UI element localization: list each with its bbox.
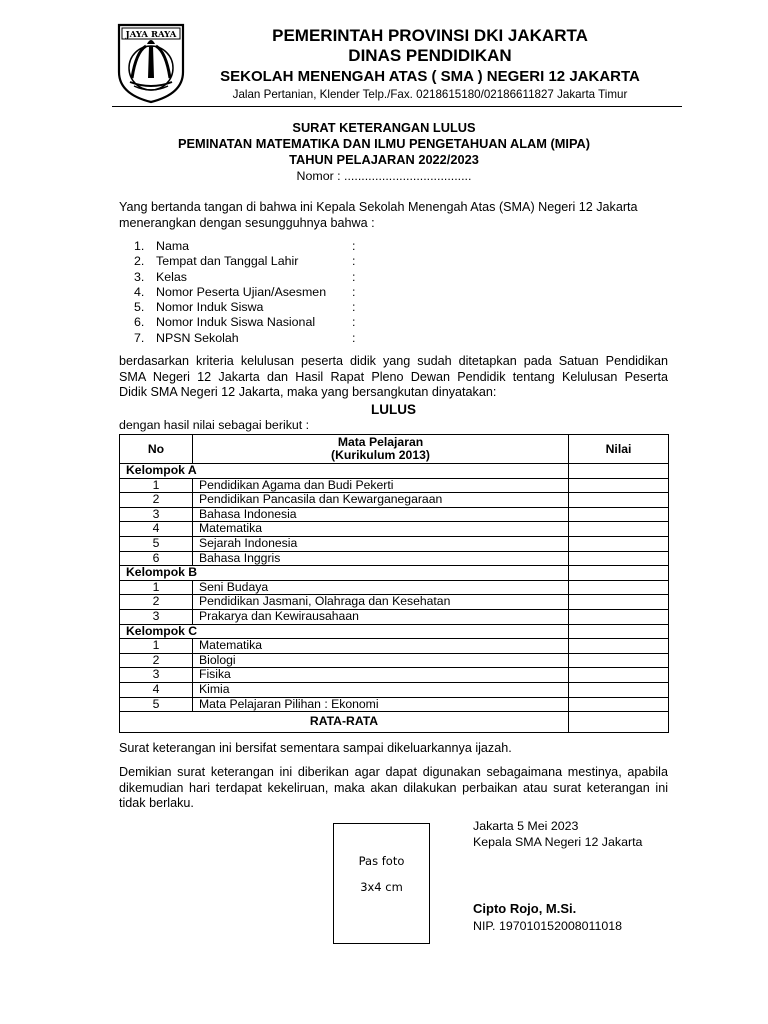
photo-label: Pas foto xyxy=(358,854,405,868)
field-number: 1. xyxy=(134,239,145,253)
field-row xyxy=(134,315,355,330)
field-row xyxy=(134,254,355,269)
intro-paragraph xyxy=(119,200,668,231)
field-separator: : xyxy=(352,284,356,299)
header-subject-line-2: (Kurikulum 2013) xyxy=(331,448,430,462)
signature-place-date: Jakarta 5 Mei 2023 xyxy=(473,819,579,833)
score-cell xyxy=(569,493,669,508)
field-number: 4. xyxy=(134,284,145,299)
table-row xyxy=(120,609,669,624)
score-cell xyxy=(569,478,669,493)
table-row xyxy=(120,697,669,712)
field-row xyxy=(134,331,355,346)
field-row xyxy=(134,270,355,285)
school-header: SEKOLAH MENENGAH ATAS ( SMA ) NEGERI 12 JAKARTA xyxy=(220,68,640,85)
score-cell xyxy=(569,653,669,668)
closing-line-3: tidak berlaku. xyxy=(119,796,194,811)
score-cell xyxy=(569,566,669,581)
document-number: Nomor : ..................................... xyxy=(296,169,472,183)
field-separator: : xyxy=(352,330,356,345)
closing-line-1: Demikian surat keterangan ini diberikan agar dapat digunakan sebagaimana mestinya, apabila xyxy=(119,765,668,779)
average-score-cell xyxy=(569,712,669,733)
table-row xyxy=(120,536,669,551)
subject-no: 1 xyxy=(120,639,193,654)
header-subject-line-1: Mata Pelajaran xyxy=(337,435,424,449)
score-cell xyxy=(569,464,669,479)
header-no: No xyxy=(120,435,193,464)
field-separator: : xyxy=(352,300,356,315)
field-number: 3. xyxy=(134,269,145,284)
field-number: 6. xyxy=(134,315,145,330)
subject-name: Bahasa Inggris xyxy=(193,551,569,566)
subject-no: 3 xyxy=(120,507,193,522)
field-number: 5. xyxy=(134,300,145,315)
group-spacer xyxy=(193,624,569,639)
subject-no: 3 xyxy=(120,609,193,624)
average-row xyxy=(120,712,669,733)
score-cell xyxy=(569,536,669,551)
score-cell xyxy=(569,624,669,639)
signatory-name: Cipto Rojo, M.Si. xyxy=(473,901,577,916)
basis-paragraph xyxy=(119,354,668,401)
table-row xyxy=(120,493,669,508)
field-label: Nomor Peserta Ujian/Asesmen xyxy=(156,284,327,299)
table-row xyxy=(120,580,669,595)
result-status: LULUS xyxy=(371,402,416,417)
basis-line-1: berdasarkan kriteria kelulusan peserta didik yang sudah ditetapkan pada Satuan Pendidikan xyxy=(119,354,668,368)
score-cell xyxy=(569,697,669,712)
score-cell xyxy=(569,507,669,522)
subject-no: 4 xyxy=(120,682,193,697)
table-row xyxy=(120,595,669,610)
group-row xyxy=(120,464,669,479)
field-number: 2. xyxy=(134,254,145,269)
school-address: Jalan Pertanian, Klender Telp./Fax. 0218615180/02186611827 Jakarta Timur xyxy=(232,88,628,101)
field-separator: : xyxy=(352,254,356,269)
subject-no: 2 xyxy=(120,653,193,668)
table-row xyxy=(120,551,669,566)
subject-no: 6 xyxy=(120,551,193,566)
table-row xyxy=(120,478,669,493)
group-name: Kelompok B xyxy=(120,566,193,581)
table-intro: dengan hasil nilai sebagai berikut : xyxy=(119,418,310,432)
table-row xyxy=(120,639,669,654)
header-divider xyxy=(112,106,682,107)
header-score: Nilai xyxy=(569,435,669,464)
field-row xyxy=(134,285,355,300)
document-subtitle: PEMINATAN MATEMATIKA DAN ILMU PENGETAHUAN ALAM (MIPA) xyxy=(177,136,591,151)
signature-position: Kepala SMA Negeri 12 Jakarta xyxy=(473,835,643,849)
group-row xyxy=(120,624,669,639)
subject-no: 5 xyxy=(120,536,193,551)
field-separator: : xyxy=(352,239,356,253)
field-row xyxy=(134,239,355,254)
table-row xyxy=(120,522,669,537)
score-cell xyxy=(569,639,669,654)
subject-name: Mata Pelajaran Pilihan : Ekonomi xyxy=(193,697,569,712)
subject-no: 1 xyxy=(120,478,193,493)
subject-name: Sejarah Indonesia xyxy=(193,536,569,551)
subject-no: 3 xyxy=(120,668,193,683)
document-title: SURAT KETERANGAN LULUS xyxy=(292,120,476,135)
academic-year: TAHUN PELAJARAN 2022/2023 xyxy=(289,152,479,167)
score-cell xyxy=(569,609,669,624)
score-cell xyxy=(569,551,669,566)
group-row xyxy=(120,566,669,581)
table-row xyxy=(120,653,669,668)
table-row xyxy=(120,507,669,522)
average-label: RATA-RATA xyxy=(120,712,569,733)
group-name: Kelompok A xyxy=(120,464,193,479)
score-cell xyxy=(569,580,669,595)
subject-no: 5 xyxy=(120,697,193,712)
closing-paragraph xyxy=(119,765,668,812)
field-separator: : xyxy=(352,315,356,330)
subject-name: Matematika xyxy=(193,522,569,537)
group-spacer xyxy=(193,464,569,479)
subject-name: Prakarya dan Kewirausahaan xyxy=(193,609,569,624)
subject-name: Kimia xyxy=(193,682,569,697)
basis-line-2: SMA Negeri 12 Jakarta dan Hasil Rapat Pleno Dewan Pendidik tentang Kelulusan Peserta xyxy=(119,369,668,384)
table-header-row xyxy=(120,435,669,464)
basis-line-3: Didik SMA Negeri 12 Jakarta, maka yang bersangkutan dinyatakan: xyxy=(119,385,497,400)
field-row xyxy=(134,300,355,315)
subject-no: 2 xyxy=(120,493,193,508)
subject-no: 1 xyxy=(120,580,193,595)
grades-table xyxy=(119,434,669,733)
header-subject xyxy=(193,435,569,464)
field-separator: : xyxy=(352,269,356,284)
dept-header: DINAS PENDIDIKAN xyxy=(348,46,512,65)
subject-name: Bahasa Indonesia xyxy=(193,507,569,522)
field-label: Nomor Induk Siswa xyxy=(156,300,264,315)
table-row xyxy=(120,668,669,683)
group-spacer xyxy=(193,566,569,581)
field-label: Kelas xyxy=(156,269,187,284)
signatory-nip: NIP. 197010152008011018 xyxy=(473,919,623,933)
table-row xyxy=(120,682,669,697)
subject-name: Biologi xyxy=(193,653,569,668)
subject-name: Matematika xyxy=(193,639,569,654)
student-fields-list xyxy=(134,239,355,346)
field-label: NPSN Sekolah xyxy=(156,330,239,345)
score-cell xyxy=(569,668,669,683)
subject-name: Fisika xyxy=(193,668,569,683)
intro-line-2: menerangkan dengan sesungguhnya bahwa : xyxy=(119,215,375,230)
logo-text: JAYA RAYA xyxy=(125,30,177,40)
subject-name: Pendidikan Jasmani, Olahraga dan Kesehatan xyxy=(193,595,569,610)
subject-name: Pendidikan Pancasila dan Kewarganegaraan xyxy=(193,493,569,508)
field-label: Nama xyxy=(156,239,190,253)
group-name: Kelompok C xyxy=(120,624,193,639)
field-label: Nomor Induk Siswa Nasional xyxy=(156,315,316,330)
closing-line-2: dikemudian hari terdapat kekeliruan, maka akan dilakukan perbaikan atau surat keterangan ini xyxy=(119,780,668,795)
intro-line-1: Yang bertanda tangan di bahwa ini Kepala Sekolah Menengah Atas (SMA) Negeri 12 Jakarta xyxy=(119,200,638,214)
score-cell xyxy=(569,522,669,537)
subject-no: 2 xyxy=(120,595,193,610)
temporary-note: Surat keterangan ini bersifat sementara sampai dikeluarkannya ijazah. xyxy=(119,741,512,755)
photo-placeholder xyxy=(333,823,430,944)
subject-name: Seni Budaya xyxy=(193,580,569,595)
subject-no: 4 xyxy=(120,522,193,537)
field-number: 7. xyxy=(134,330,145,345)
subject-name: Pendidikan Agama dan Budi Pekerti xyxy=(193,478,569,493)
score-cell xyxy=(569,682,669,697)
score-cell xyxy=(569,595,669,610)
photo-size: 3x4 cm xyxy=(360,880,403,894)
field-label: Tempat dan Tanggal Lahir xyxy=(156,254,299,269)
gov-header: PEMERINTAH PROVINSI DKI JAKARTA xyxy=(272,26,588,45)
